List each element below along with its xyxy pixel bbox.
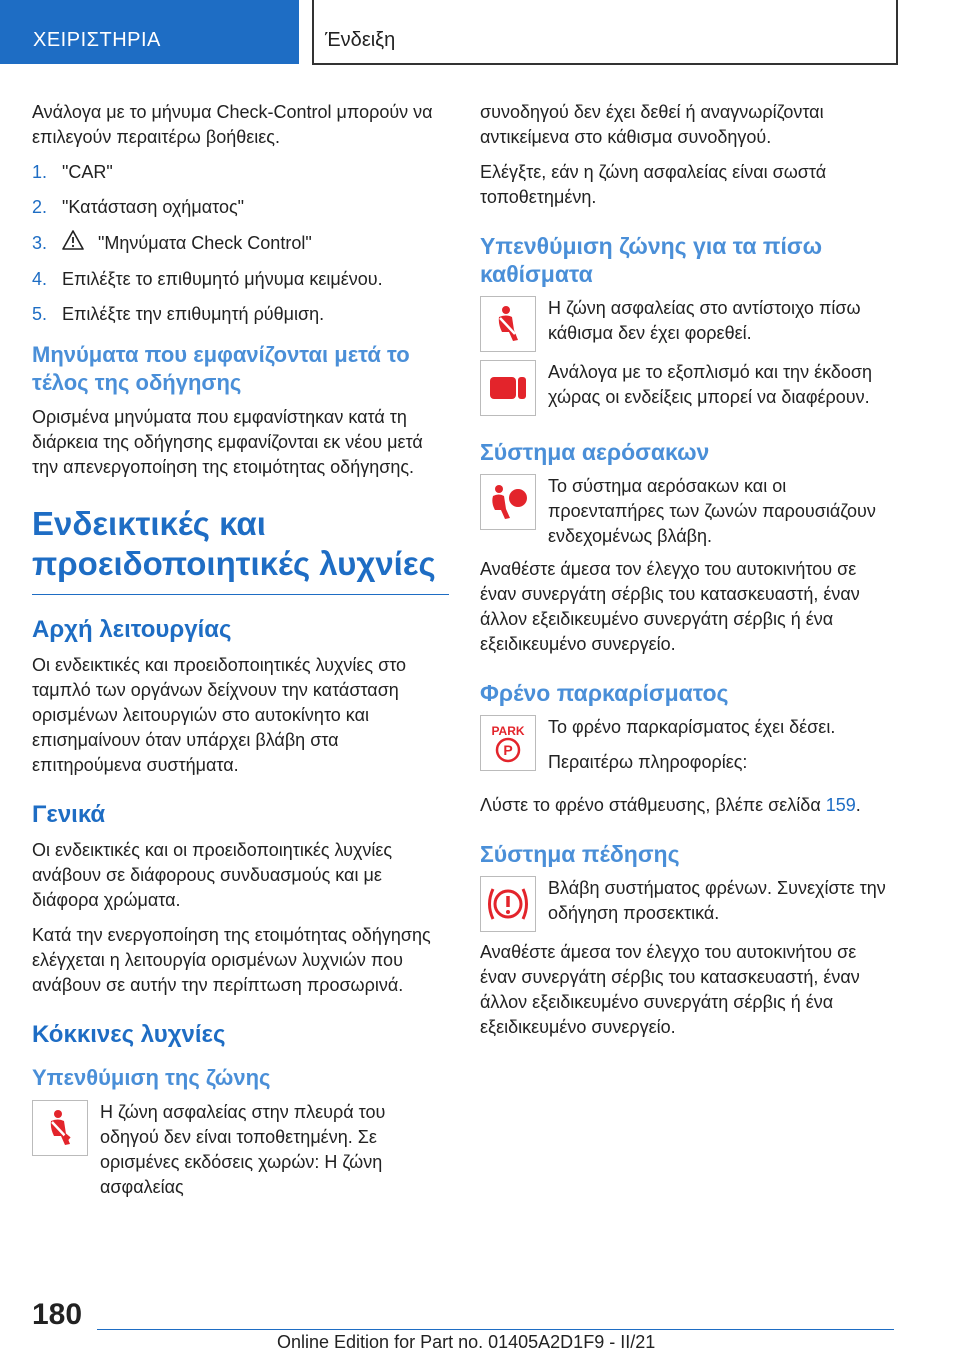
parking-brake-text-3: Λύστε το φρένο στάθμευσης, βλέπε σελίδα 159. <box>480 795 861 815</box>
rear-seats-status-icon <box>480 360 536 416</box>
warning-triangle-icon <box>62 230 86 257</box>
rear-belt-text-2: Ανάλογα με το εξοπλισμό και την έκδοση χώρας οι ενδείξεις μπορεί να διαφέρουν. <box>548 362 873 407</box>
left-column <box>32 100 449 1208</box>
page-link[interactable]: 159 <box>825 795 856 815</box>
right-column <box>480 100 897 1050</box>
airbag-text-2: Αναθέστε άμεσα τον έλεγχο του αυτοκινήτου σε έναν συνεργάτη σέρβις του κατασκευαστή, έναν άλλον εξειδικευμένο συνεργάτη σέρβις ή ένα εξειδικευμένο συνεργείο. <box>480 559 860 654</box>
airbag-row <box>480 474 897 549</box>
red-lights-heading: Κόκκινες λυχνίες <box>32 1021 226 1048</box>
list-item: 2. "Κατάσταση οχήματος" <box>32 197 245 217</box>
brake-warning-icon <box>480 876 536 932</box>
belt-reminder-heading: Υπενθύμιση της ζώνης <box>32 1065 271 1090</box>
list-item: 1. "CAR" <box>32 162 113 182</box>
svg-text:P: P <box>503 742 513 758</box>
after-drive-text: Ορισμένα μηνύματα που εμφανίστηκαν κατά τη διάρκεια της οδήγησης εμφανίζονται εκ νέου μετά την απενεργοποίηση της ετοιμότητας οδήγησης. <box>32 407 423 477</box>
intro-text: Ανάλογα με το μήνυμα Check-Control μπορούν να επιλεγούν περαιτέρω βοήθειες. <box>32 102 433 147</box>
brake-system-row <box>480 876 897 932</box>
rear-seatbelt-icon <box>480 296 536 352</box>
general-text-2: Κατά την ενεργοποίηση της ετοιμότητας οδήγησης ελέγχεται η λειτουργία ορισμένων λυχνιών που ανάβουν σε αυτήν την περίπτωση προσωρινά. <box>32 925 431 995</box>
rear-belt-text-1: Η ζώνη ασφαλείας στο αντίστοιχο πίσω κάθισμα δεν έχει φορεθεί. <box>548 298 861 343</box>
airbag-text-1: Το σύστημα αερόσακων και οι προενταπήρες των ζωνών παρουσιάζουν ενδεχομένως βλάβη. <box>548 476 876 546</box>
belt-reminder-row <box>32 1100 449 1200</box>
belt-reminder-text: Η ζώνη ασφαλείας στην πλευρά του οδηγού δεν είναι τοποθετημένη. Σε ορισμένες εκδόσεις χωρών: Η ζώνη ασφαλείας <box>100 1102 386 1197</box>
principle-heading: Αρχή λειτουργίας <box>32 616 232 643</box>
parking-brake-row <box>480 715 897 785</box>
list-item: 3. "Μηνύματα Check Control" <box>32 230 449 257</box>
seatbelt-icon <box>32 1100 88 1156</box>
header-section-label: ΧΕΙΡΙΣΤΗΡΙΑ <box>33 29 161 51</box>
airbag-heading: Σύστημα αερόσακων <box>480 439 710 465</box>
list-item: 4. Επιλέξτε το επιθυμητό μήνυμα κειμένου. <box>32 269 383 289</box>
rear-belt-row-2 <box>480 360 897 416</box>
parking-brake-heading: Φρένο παρκαρίσματος <box>480 680 729 706</box>
parking-brake-text-1: Το φρένο παρκαρίσματος έχει δέσει. <box>548 717 836 737</box>
list-item: 5. Επιλέξτε την επιθυμητή ρύθμιση. <box>32 304 325 324</box>
brake-system-heading: Σύστημα πέδησης <box>480 841 680 867</box>
general-heading: Γενικά <box>32 801 106 828</box>
svg-text:PARK: PARK <box>491 724 525 738</box>
page-number: 180 <box>32 1298 83 1331</box>
header-section-tab <box>0 0 299 64</box>
rear-belt-heading: Υπενθύμιση ζώνης για τα πίσω καθίσματα <box>480 233 823 287</box>
principle-text: Οι ενδεικτικές και προειδοποιητικές λυχνίες στο ταμπλό των οργάνων δείχνουν την κατάσταση ορισμένων λειτουργιών στο αυτοκίνητο και επισημαίνουν όταν υπάρχει βλάβη στα επιτηρούμενα συστήματα. <box>32 655 407 775</box>
rear-belt-row <box>480 296 897 352</box>
heading-divider <box>32 594 449 595</box>
after-drive-heading: Μηνύματα που εμφανίζονται μετά το τέλος της οδήγησης <box>32 342 410 395</box>
belt-continued-text: συνοδηγού δεν έχει δεθεί ή αναγνωρίζονται αντικείμενα στο κάθισμα συνοδηγού. <box>480 102 824 147</box>
footer-edition: Online Edition for Part no. 01405A2D1F9 - II/21 <box>277 1332 656 1352</box>
parking-brake-text-2: Περαιτέρω πληροφορίες: <box>548 752 748 772</box>
steps-list <box>32 160 449 327</box>
parking-brake-icon <box>480 715 536 771</box>
footer-divider <box>97 1329 894 1330</box>
brake-system-text-1: Βλάβη συστήματος φρένων. Συνεχίστε την οδήγηση προσεκτικά. <box>548 878 886 923</box>
header-chapter-box <box>312 0 898 65</box>
airbag-icon <box>480 474 536 530</box>
general-text-1: Οι ενδεικτικές και οι προειδοποιητικές λυχνίες ανάβουν σε διάφορους συνδυασμούς και με διάφορα χρώματα. <box>32 840 393 910</box>
main-heading: Ενδεικτικές και προειδοποιητικές λυχνίες <box>32 505 436 582</box>
belt-check-text: Ελέγξτε, εάν η ζώνη ασφαλείας είναι σωστά τοποθετημένη. <box>480 162 827 207</box>
header-chapter-label: Ένδειξη <box>325 29 396 51</box>
brake-system-text-2: Αναθέστε άμεσα τον έλεγχο του αυτοκινήτου σε έναν συνεργάτη σέρβις του κατασκευαστή, έναν άλλον εξειδικευμένο συνεργάτη σέρβις ή ένα εξειδικευμένο συνεργείο. <box>480 942 860 1037</box>
